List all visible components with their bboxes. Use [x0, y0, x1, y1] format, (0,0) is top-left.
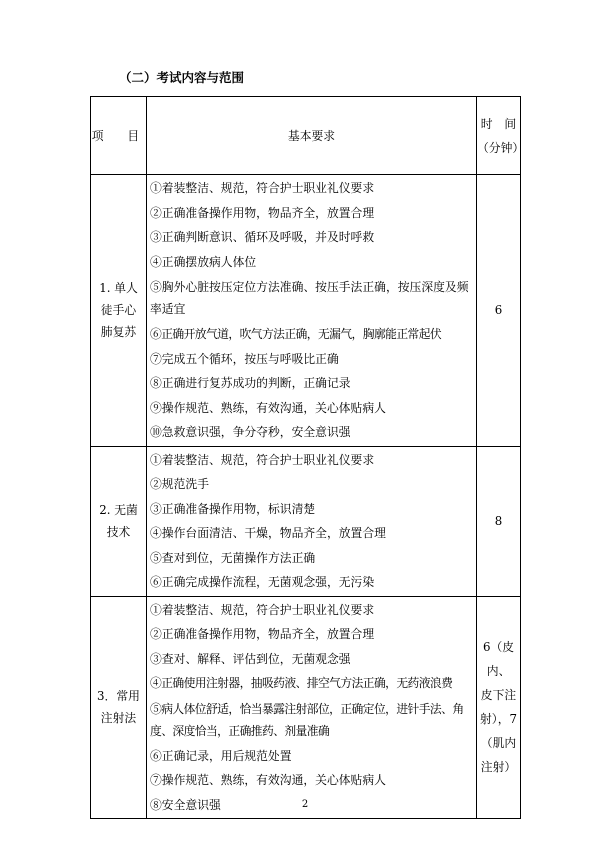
row-requirements [147, 175, 477, 447]
row-item-name: 2. 无菌 技术 [91, 446, 147, 596]
requirement-item: ③正确判断意识、循环及呼吸，并及时呼救 [150, 230, 375, 244]
row-time: 6（皮内、 皮下注 射），7 （肌内 注射） [477, 596, 521, 819]
requirement-item: ⑤病人体位舒适，恰当暴露注射部位，正确定位，进针手法、角度、深度恰当，正确推药、剂量准确 [150, 701, 464, 738]
requirement-item: ⑥正确完成操作流程，无菌观念强，无污染 [150, 575, 375, 589]
row-time: 8 [477, 446, 521, 596]
requirement-item: ⑥正确开放气道，吹气方法正确，无漏气，胸廓能正常起伏 [150, 327, 442, 341]
requirement-item: ②正确准备操作用物，物品齐全，放置合理 [150, 627, 375, 641]
row-requirements [147, 446, 477, 596]
exam-content-table [90, 96, 525, 819]
requirement-item: ⑦完成五个循环，按压与呼吸比正确 [150, 351, 339, 366]
requirement-item: ⑨操作规范、熟练，有效沟通，关心体贴病人 [150, 400, 386, 415]
row-item-name: 1. 单人 徒手心 肺复苏 [91, 175, 147, 447]
section-title: （二）考试内容与范围 [119, 70, 245, 85]
requirement-item: ②正确准备操作用物，物品齐全，放置合理 [150, 205, 375, 220]
requirement-item: ⑤查对到位，无菌操作方法正确 [150, 550, 316, 565]
requirement-item: ⑧安全意识强 [150, 797, 221, 812]
header-time: 时 间 （分钟） [477, 97, 521, 175]
requirement-item: ④正确使用注射器，抽吸药液、排空气方法正确，无药液浪费 [150, 676, 453, 690]
requirement-item: ④操作台面清洁、干燥，物品齐全，放置合理 [150, 526, 386, 540]
requirement-item: ③正确准备操作用物，标识清楚 [150, 501, 316, 516]
table-row [91, 596, 521, 819]
row-item-name: 3．常用 注射法 [91, 596, 147, 819]
requirement-item: ⑩急救意识强，争分夺秒，安全意识强 [150, 425, 351, 439]
requirement-item: ①着装整洁、规范，符合护士职业礼仪要求 [150, 181, 375, 195]
requirement-item: ⑦操作规范、熟练，有效沟通，关心体贴病人 [150, 773, 386, 787]
requirement-item: ③查对、解释、评估到位，无菌观念强 [150, 651, 351, 666]
row-requirements [147, 596, 477, 819]
table-row [91, 175, 521, 447]
requirement-item: ①着装整洁、规范，符合护士职业礼仪要求 [150, 602, 375, 617]
row-time: 6 [477, 175, 521, 447]
header-item: 项 目 [91, 97, 147, 175]
table-row [91, 446, 521, 596]
table-header-row [91, 97, 521, 175]
requirement-item: ⑧正确进行复苏成功的判断，正确记录 [150, 376, 351, 390]
requirement-item: ①着装整洁、规范，符合护士职业礼仪要求 [150, 452, 375, 467]
requirement-item: ⑥正确记录，用后规范处置 [150, 748, 292, 763]
requirement-item: ④正确摆放病人体位 [150, 254, 257, 269]
page-number: 2 [301, 799, 309, 810]
requirement-item: ②规范洗手 [150, 477, 209, 491]
header-requirements: 基本要求 [147, 97, 477, 175]
requirement-item: ⑤胸外心脏按压定位方法准确、按压手法正确，按压深度及频率适宜 [150, 280, 469, 316]
